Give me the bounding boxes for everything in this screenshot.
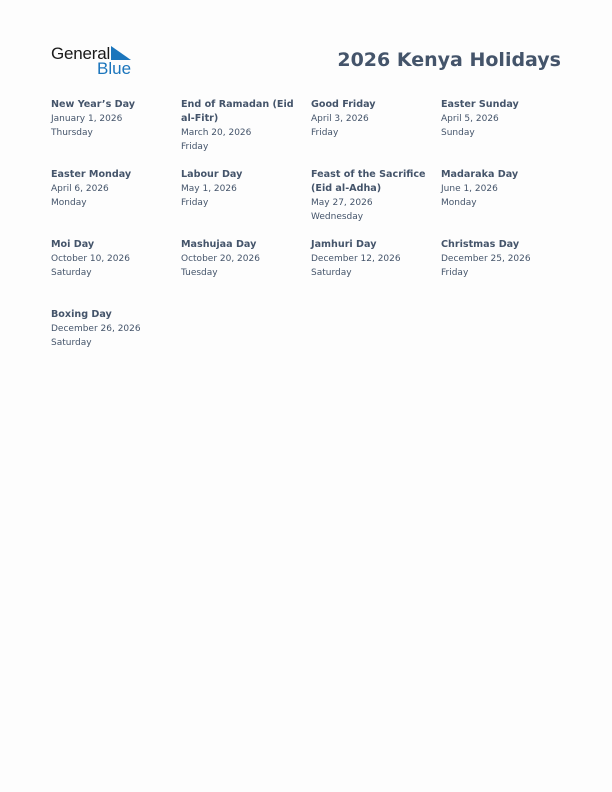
holiday-date: October 10, 2026 [51,254,130,264]
generalblue-logo [51,44,141,78]
holiday-name: Labour Day [181,169,243,180]
holiday-date: December 26, 2026 [51,324,141,334]
holiday-weekday: Friday [181,198,209,208]
holiday-weekday: Sunday [441,128,475,138]
holiday-weekday: Thursday [51,128,93,138]
holiday-name: Easter Sunday [441,99,519,110]
holiday-weekday: Saturday [51,268,92,278]
holiday-weekday: Saturday [51,338,92,348]
holiday-weekday: Monday [51,198,87,208]
holiday-item [441,238,565,280]
holiday-date: March 20, 2026 [181,128,252,138]
holiday-date: April 5, 2026 [441,114,499,124]
holiday-name: Madaraka Day [441,169,519,180]
holiday-item [441,168,565,210]
holiday-name: Jamhuri Day [311,239,377,250]
holiday-weekday: Friday [181,142,209,152]
holiday-date: April 3, 2026 [311,114,369,124]
holiday-item [311,238,435,280]
holiday-weekday: Friday [311,128,339,138]
holiday-name: Easter Monday [51,169,132,180]
holiday-date: January 1, 2026 [51,114,123,124]
holiday-item [441,98,565,140]
holiday-item [51,168,175,210]
holiday-date: December 25, 2026 [441,254,531,264]
holiday-item [181,98,305,154]
holiday-date: October 20, 2026 [181,254,260,264]
holiday-date: May 27, 2026 [311,198,373,208]
holiday-weekday: Tuesday [181,268,218,278]
holiday-item [311,98,435,140]
holiday-date: December 12, 2026 [311,254,401,264]
logo-word-blue: Blue [97,59,132,78]
holiday-item [51,98,175,140]
holiday-weekday: Wednesday [311,212,364,222]
logo-triangle-icon [111,46,131,60]
holiday-weekday: Saturday [311,268,352,278]
holiday-name: Christmas Day [441,239,520,250]
holiday-date: May 1, 2026 [181,184,237,194]
holiday-name: Feast of the Sacrifice (Eid al-Adha) [311,169,426,194]
holiday-name: Boxing Day [51,309,112,320]
holiday-name: End of Ramadan (Eid al-Fitr) [181,99,294,124]
holiday-item [181,168,305,210]
holiday-name: New Year’s Day [51,99,136,110]
holiday-item [51,308,175,350]
holiday-name: Moi Day [51,239,95,250]
holiday-weekday: Friday [441,268,469,278]
holiday-weekday: Monday [441,198,477,208]
page-title: 2026 Kenya Holidays [337,49,561,71]
logo-word-general: General [51,44,111,63]
holiday-name: Good Friday [311,99,376,110]
holiday-date: April 6, 2026 [51,184,109,194]
holiday-item [311,168,435,224]
holiday-item [181,238,305,280]
holiday-date: June 1, 2026 [441,184,498,194]
holiday-item [51,238,175,280]
holiday-name: Mashujaa Day [181,239,257,250]
